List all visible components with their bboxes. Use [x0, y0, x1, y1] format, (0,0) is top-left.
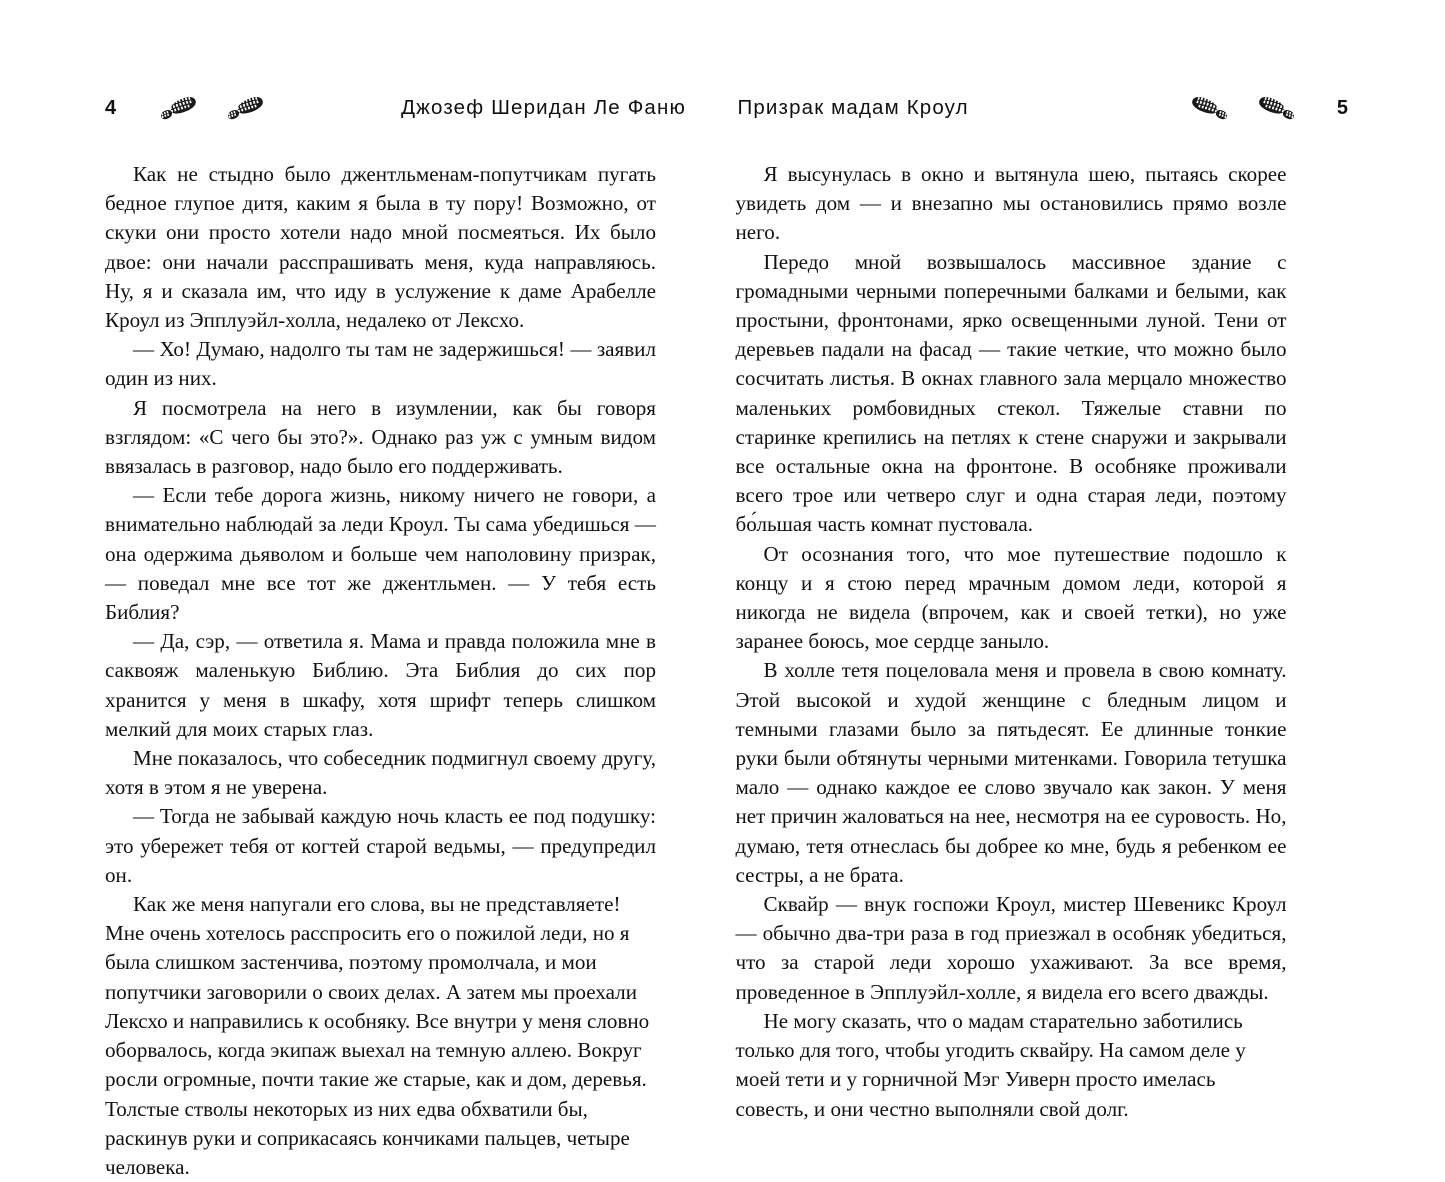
- left-running-head: [105, 86, 688, 130]
- paragraph: — Хо! Думаю, надолго ты там не задержишься! — заявил один из них.: [105, 335, 656, 393]
- paragraph: В холле тетя поцеловала меня и провела в свою комнату. Этой высокой и худой женщине с бледным лицом и темными глазами было за пятьдесят. Ее длинные тонкие руки были обтянуты черными митенками. Говорила тетушка мало — однако каждое ее слово звучало как закон. У меня нет причин жаловаться на нее, несмотря на ее суровость. Но, думаю, тетя отнеслась бы добрее ко мне, будь я ребенком ее сестры, а не брата.: [736, 656, 1287, 890]
- paragraph: — Если тебе дорога жизнь, никому ничего не говори, а внимательно наблюдай за леди Кроул. Ты сама убедишься — она одержима дьяволом и больше чем наполовину призрак, — поведал мне все тот же джентльмен. — У тебя есть Библия?: [105, 481, 656, 627]
- paragraph: От осознания того, что мое путешествие подошло к концу и я стою перед мрачным домом леди, которой я никогда не видела (впрочем, как и своей тетки), но уже заранее боюсь, мое сердце заныло.: [736, 540, 1287, 657]
- running-title-left: Джозеф Шеридан Ле Фаню: [401, 98, 686, 119]
- paragraph: — Тогда не забывай каждую ночь класть ее под подушку: это убережет тебя от когтей старой ведьмы, — предупредил он.: [105, 802, 656, 890]
- paragraph: Как же меня напугали его слова, вы не представляете! Мне очень хотелось расспросить его о пожилой леди, но я была слишком застенчива, поэтому промолчала, и мои попутчики заговорили о своих делах. А затем мы проехали Лексхо и направились к особняку. Все внутри у меня словно оборвалось, когда экипаж выехал на темную аллею. Вокруг росли огромные, почти такие же старые, как и дом, деревья. Толстые стволы некоторых из них едва обхватили бы, раскинув руки и соприкасаясь кончиками пальцев, четыре человека.: [105, 890, 656, 1182]
- paragraph: — Да, сэр, — ответила я. Мама и правда положила мне в саквояж маленькую Библию. Эта Библия до сих пор хранится у меня в шкафу, хотя шрифт теперь слишком мелкий для моих старых глаз.: [105, 627, 656, 744]
- paragraph: Я посмотрела на него в изумлении, как бы говоря взглядом: «С чего бы это?». Однако раз уж с умным видом ввязалась в разговор, надо было его поддерживать.: [105, 394, 656, 482]
- paragraph: Я высунулась в окно и вытянула шею, пытаясь скорее увидеть дом — и внезапно мы остановились прямо возле него.: [736, 160, 1287, 248]
- boot-footprints-icon: [158, 93, 283, 123]
- paragraph: Сквайр — внук госпожи Кроул, мистер Шевеникс Кроул — обычно два-три раза в год приезжал в особняк убедиться, что за старой леди хорошо ухаживают. За все время, проведенное в Эпплуэйл-холле, я видела его всего дважды.: [736, 890, 1287, 1007]
- page-number-right: 5: [1337, 98, 1348, 118]
- left-page: [0, 0, 723, 1081]
- paragraph: Не могу сказать, что о мадам старательно заботились только для того, чтобы угодить сквайру. На самом деле у моей тети и у горничной Мэг Уиверн просто имелась совесть, и они честно выполняли свой долг.: [736, 1007, 1287, 1124]
- right-page: [723, 0, 1445, 1081]
- right-page-text-block: [736, 160, 1287, 1124]
- paragraph: Как не стыдно было джентльменам-попутчикам пугать бедное глупое дитя, каким я была в ту пору! Возможно, от скуки они просто хотели надо мной посмеяться. Их было двое: они начали расспрашивать меня, куда направляюсь. Ну, я и сказала им, что иду в услужение к даме Арабелле Кроул из Эпплуэйл-холла, недалеко от Лексхо.: [105, 160, 656, 335]
- page-number-left: 4: [105, 98, 116, 118]
- right-running-head: [738, 86, 1349, 130]
- paragraph: Мне показалось, что собеседник подмигнул своему другу, хотя в этом я не уверена.: [105, 744, 656, 802]
- running-title-right: Призрак мадам Кроул: [738, 98, 969, 119]
- boot-footprints-icon: [1172, 93, 1297, 123]
- paragraph: Передо мной возвышалось массивное здание с громадными черными поперечными балками и белыми, как простыни, фронтонами, ярко освещенными луной. Тени от деревьев падали на фасад — такие четкие, что можно было сосчитать листья. В окнах главного зала мерцало множество маленьких ромбовидных стекол. Тяжелые ставни по старинке крепились на петлях к стене снаружи и закрывали все остальные окна на фронтоне. В особняке проживали всего трое или четверо слуг и одна старая леди, поэтому бо́льшая часть комнат пустовала.: [736, 248, 1287, 540]
- left-page-text-block: [105, 160, 656, 1182]
